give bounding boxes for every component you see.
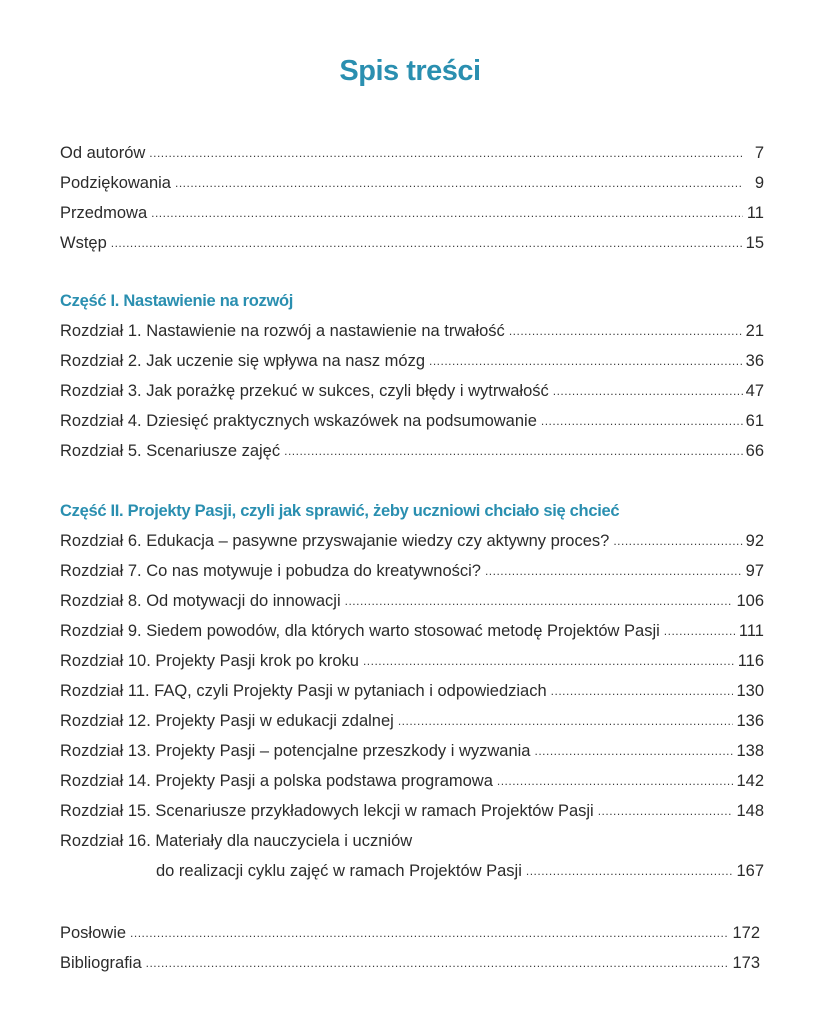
toc-entry[interactable]	[60, 706, 764, 736]
toc-entry-page: 130	[736, 682, 764, 700]
dot-leader	[284, 435, 743, 466]
toc-entry-page: 116	[737, 652, 764, 670]
toc-entry-page: 97	[745, 562, 764, 580]
toc-entry[interactable]	[60, 948, 760, 978]
toc-entry[interactable]	[60, 316, 764, 346]
toc-entry-page: 167	[736, 862, 764, 880]
toc-entry-page: 142	[736, 772, 764, 790]
toc-entry[interactable]	[60, 556, 764, 586]
toc-entry-label: Rozdział 10. Projekty Pasji krok po kroku	[60, 652, 359, 670]
toc-entry-page: 173	[732, 954, 760, 972]
toc-entry-label: Rozdział 12. Projekty Pasji w edukacji zdalnej	[60, 712, 394, 730]
toc-entry-label: Rozdział 7. Co nas motywuje i pobudza do kreatywności?	[60, 562, 481, 580]
dot-leader	[151, 197, 743, 228]
toc-entry-label: Bibliografia	[60, 954, 142, 972]
toc-entry-page: 148	[736, 802, 764, 820]
page-title: Spis treści	[339, 55, 481, 88]
toc-entry[interactable]	[60, 766, 764, 796]
toc-entry-label: Rozdział 9. Siedem powodów, dla których warto stosować metodę Projektów Pasji	[60, 622, 660, 640]
toc-entry-label: Rozdział 16. Materiały dla nauczyciela i uczniów	[60, 832, 413, 850]
toc-entry-label: Przedmowa	[60, 204, 148, 222]
toc-entry-label: Rozdział 8. Od motywacji do innowacji	[60, 592, 341, 610]
toc-entry[interactable]	[60, 826, 764, 856]
dot-leader	[613, 525, 742, 556]
toc-entry-page: 106	[736, 592, 764, 610]
part-heading[interactable]: Część II. Projekty Pasji, czyli jak sprawić, żeby uczniowi chciało się chcieć	[60, 502, 620, 520]
toc-entry-page: 172	[732, 924, 760, 942]
toc-entry[interactable]	[60, 406, 764, 436]
toc-entry-page: 47	[745, 382, 764, 400]
toc-entry-page: 111	[738, 622, 764, 640]
toc-entry-continuation-label: do realizacji cyklu zajęć w ramach Projektów Pasji	[156, 862, 522, 880]
dot-leader	[497, 765, 734, 796]
dot-leader	[149, 137, 743, 168]
toc-entry[interactable]	[60, 346, 764, 376]
toc-entry-page: 11	[746, 204, 764, 222]
dot-leader	[345, 585, 734, 616]
toc-entry[interactable]	[60, 436, 764, 466]
toc-entry-label: Podziękowania	[60, 174, 171, 192]
toc-entry-label: Rozdział 2. Jak uczenie się wpływa na nasz mózg	[60, 352, 426, 370]
toc-entry-label: Wstęp	[60, 234, 107, 252]
toc-entry-page: 138	[736, 742, 764, 760]
toc-entry[interactable]	[60, 736, 764, 766]
toc-entry[interactable]	[60, 228, 764, 258]
toc-entry-page: 92	[745, 532, 764, 550]
toc-entry[interactable]	[60, 616, 764, 646]
dot-leader	[175, 167, 743, 198]
dot-leader	[664, 615, 736, 646]
toc-entry-page: 9	[754, 174, 764, 192]
toc-entry-label: Rozdział 14. Projekty Pasji a polska podstawa programowa	[60, 772, 493, 790]
dot-leader	[534, 735, 733, 766]
dot-leader	[111, 227, 743, 258]
toc-entry-page: 36	[745, 352, 764, 370]
dot-leader	[598, 795, 734, 826]
dot-leader	[509, 315, 743, 346]
toc-entry[interactable]	[60, 376, 764, 406]
toc-entry-label: Posłowie	[60, 924, 127, 942]
toc-entry[interactable]	[60, 646, 764, 676]
toc-entry-label: Rozdział 1. Nastawienie na rozwój a nastawienie na trwałość	[60, 322, 505, 340]
toc-entry-label: Rozdział 5. Scenariusze zajęć	[60, 442, 281, 460]
dot-leader	[398, 705, 734, 736]
toc-entry[interactable]	[60, 676, 764, 706]
toc-entry[interactable]	[60, 796, 764, 826]
toc-entry-label: Rozdział 6. Edukacja – pasywne przyswajanie wiedzy czy aktywny proces?	[60, 532, 610, 550]
toc-entry-label: Rozdział 11. FAQ, czyli Projekty Pasji w pytaniach i odpowiedziach	[60, 682, 547, 700]
toc-entry-label: Rozdział 3. Jak porażkę przekuć w sukces, czyli błędy i wytrwałość	[60, 382, 549, 400]
toc-entry-page: 15	[745, 234, 764, 252]
toc-entry-label: Rozdział 15. Scenariusze przykładowych lekcji w ramach Projektów Pasji	[60, 802, 594, 820]
toc-entry-page: 136	[736, 712, 764, 730]
toc-entry-page: 61	[745, 412, 764, 430]
dot-leader	[146, 947, 730, 978]
dot-leader	[429, 345, 743, 376]
toc-entry-page: 66	[745, 442, 764, 460]
toc-entry[interactable]	[60, 168, 764, 198]
dot-leader	[551, 675, 734, 706]
dot-leader	[526, 855, 734, 886]
back-matter-list	[60, 918, 760, 978]
toc-entry-label: Od autorów	[60, 144, 146, 162]
part-heading[interactable]: Część I. Nastawienie na rozwój	[60, 292, 294, 310]
toc-entry-label: Rozdział 13. Projekty Pasji – potencjalne przeszkody i wyzwania	[60, 742, 531, 760]
dot-leader	[485, 555, 743, 586]
front-matter-list	[60, 138, 764, 258]
toc-entry-label: Rozdział 4. Dziesięć praktycznych wskazówek na podsumowanie	[60, 412, 537, 430]
toc-entry[interactable]	[60, 586, 764, 616]
dot-leader	[130, 917, 729, 948]
dot-leader	[553, 375, 743, 406]
toc-entry-page: 7	[754, 144, 764, 162]
toc-entry[interactable]	[60, 526, 764, 556]
toc-entry[interactable]	[60, 138, 764, 168]
dot-leader	[363, 645, 735, 676]
toc-entry-continuation[interactable]	[60, 856, 764, 886]
toc-entry[interactable]	[60, 918, 760, 948]
toc-entry[interactable]	[60, 198, 764, 228]
toc-entry-page: 21	[745, 322, 764, 340]
part-1-section	[60, 286, 764, 466]
part-2-section	[60, 496, 764, 886]
dot-leader	[541, 405, 743, 436]
